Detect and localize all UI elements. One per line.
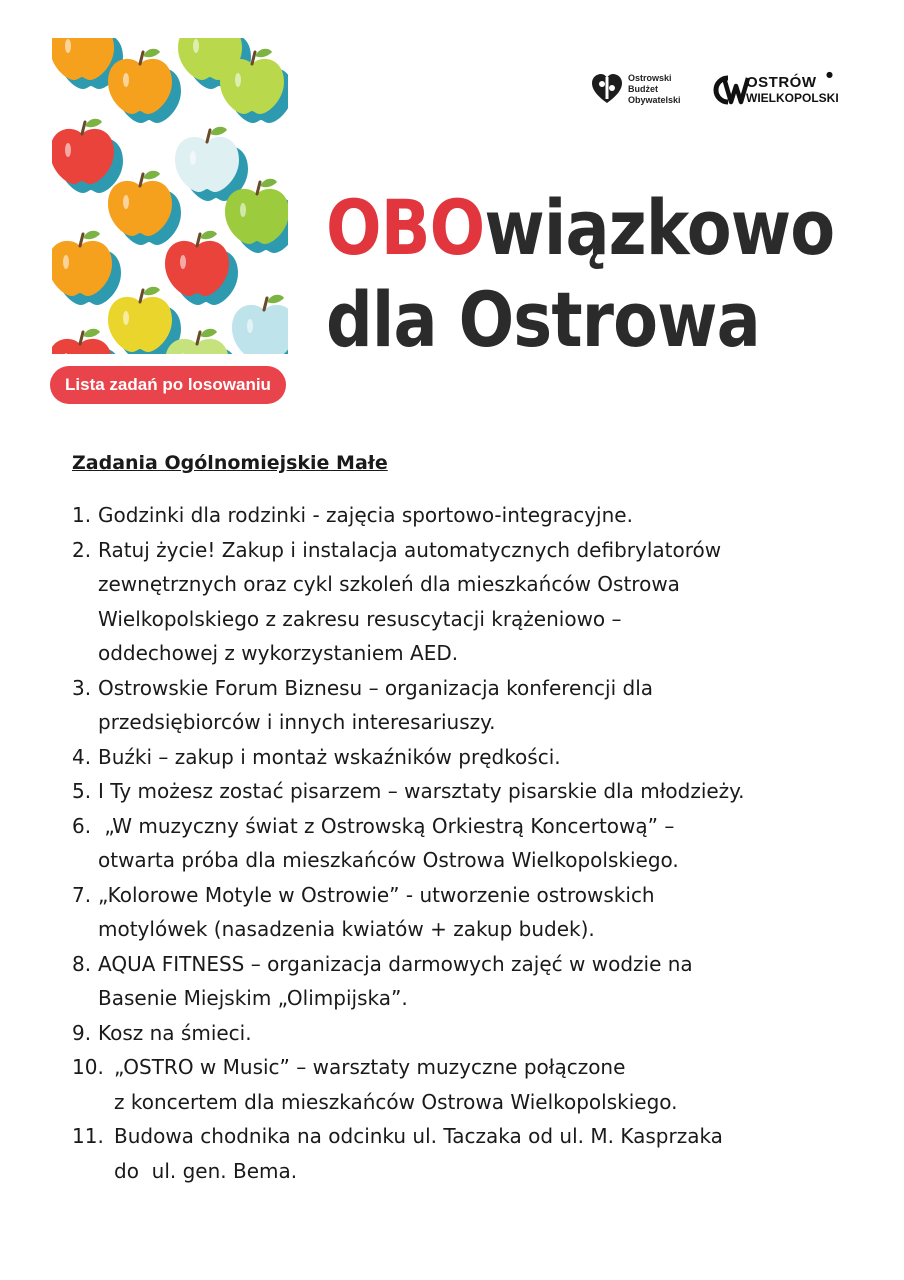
item-text-line: przedsiębiorców i innych interesariuszy.: [98, 710, 496, 734]
item-text-line: Budowa chodnika na odcinku ul. Taczaka od ul. M. Kasprzaka: [114, 1124, 723, 1148]
apple-icon: [108, 287, 181, 354]
item-text-line: I Ty możesz zostać pisarzem – warsztaty pisarskie dla młodzieży.: [98, 779, 745, 803]
item-number: 5.: [72, 779, 92, 803]
item-text-line: z koncertem dla mieszkańców Ostrowa Wielkopolskiego.: [114, 1089, 678, 1114]
item-text-line: AQUA FITNESS – organizacja darmowych zajęć w wodzie na: [98, 951, 693, 976]
item-text-line: zewnętrznych oraz cykl szkoleń dla mieszkańców Ostrowa: [98, 572, 680, 596]
list-item: [72, 878, 872, 947]
list-item: [72, 671, 872, 740]
list-item: [72, 1016, 872, 1051]
item-number: 8.: [72, 951, 92, 976]
ostrow-wielkopolski-logo: [706, 70, 839, 110]
budzet-obywatelski-logo: [590, 70, 700, 108]
list-item: [72, 1119, 872, 1188]
item-number: 10.: [72, 1055, 104, 1079]
item-number: 3.: [72, 675, 92, 700]
item-number: 11.: [72, 1124, 104, 1148]
item-number: 2.: [72, 537, 92, 562]
item-number: 4.: [72, 744, 92, 769]
apple-icon: [175, 127, 248, 201]
apple-icon: [52, 119, 123, 193]
item-number: 1.: [72, 503, 92, 527]
apple-icon: [108, 171, 181, 245]
logo-word-wielkopolski: WIELKOPOLSKI: [746, 91, 839, 105]
list-item: [72, 533, 872, 671]
page-title: [326, 182, 834, 366]
section-heading: Zadania Ogólnomiejskie Małe: [72, 452, 388, 474]
ostrow-mark-icon: [706, 72, 750, 108]
logo-dot-icon: ●: [826, 70, 833, 79]
item-text-line: „W muzyczny świat z Ostrowską Orkiestrą Koncertową” –: [98, 813, 675, 838]
results-list-label: Lista zadań po losowaniu: [50, 366, 286, 404]
list-item: [72, 774, 872, 809]
item-text-line: „Kolorowe Motyle w Ostrowie” - utworzenie ostrowskich: [98, 882, 655, 907]
list-item: [72, 947, 872, 1016]
item-number: 9.: [72, 1020, 92, 1045]
title-rest-part: wiązkowo: [484, 183, 835, 272]
item-text-line: otwarta próba dla mieszkańców Ostrowa Wielkopolskiego.: [98, 848, 679, 872]
list-item: [72, 809, 872, 878]
item-text-line: motylówek (nasadzenia kwiatów + zakup budek).: [98, 917, 595, 941]
item-text-line: „OSTRO w Music” – warsztaty muzyczne połączone: [114, 1055, 626, 1079]
apple-icon: [52, 231, 121, 305]
task-list: [72, 498, 872, 1188]
item-number: 6.: [72, 813, 92, 838]
list-item: [72, 1050, 872, 1119]
apple-icon: [165, 231, 238, 305]
logo-word-ostrow: OSTRÓW: [746, 74, 817, 91]
item-text-line: Ostrowskie Forum Biznesu – organizacja konferencji dla: [98, 675, 654, 700]
apple-pattern-illustration: [52, 38, 288, 354]
item-text-line: Kosz na śmieci.: [98, 1020, 252, 1045]
item-text-line: Basenie Miejskim „Olimpijska”.: [98, 986, 408, 1010]
item-text-line: Godzinki dla rodzinki - zajęcia sportowo-integracyjne.: [98, 503, 633, 527]
item-text-line: Wielkopolskiego z zakresu resuscytacji krążeniowo –: [98, 606, 622, 631]
title-line-1: [326, 182, 834, 274]
list-item: [72, 498, 872, 533]
logo-line: Obywatelski: [628, 95, 681, 105]
item-text-line: Ratuj życie! Zakup i instalacja automatycznych defibrylatorów: [98, 537, 722, 562]
list-item: [72, 740, 872, 775]
item-text-line: oddechowej z wykorzystaniem AED.: [98, 641, 459, 665]
title-red-part: OBO: [326, 183, 485, 272]
title-line-2: dla Ostrowa: [326, 275, 760, 364]
item-text-line: Buźki – zakup i montaż wskaźników prędkości.: [98, 744, 561, 769]
item-text-line: do ul. gen. Bema.: [114, 1158, 298, 1183]
logo-line: Ostrowski: [628, 73, 672, 83]
apple-icon: [232, 295, 288, 354]
puzzle-heart-icon: [590, 72, 624, 106]
logo-line: Budżet: [628, 84, 658, 94]
item-number: 7.: [72, 882, 92, 907]
